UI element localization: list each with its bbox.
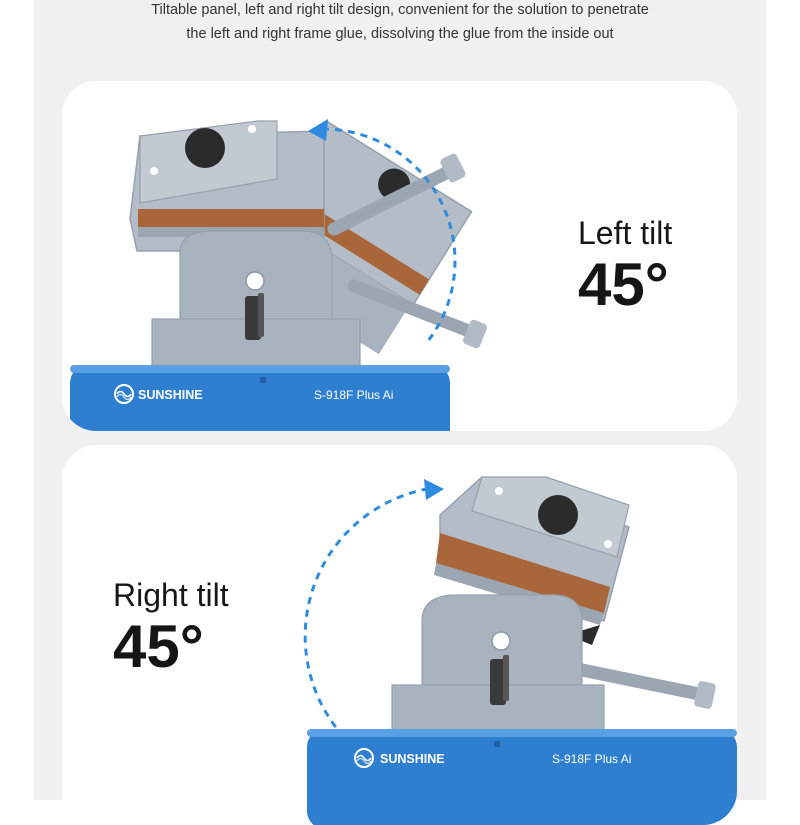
left-tilt-label — [578, 215, 673, 318]
right-tilt-card — [62, 445, 737, 825]
right-tilt-illustration — [62, 445, 737, 825]
left-tilt-card — [62, 81, 737, 431]
intro-line-1: Tiltable panel, left and right tilt design, convenient for the solution to penetrate — [151, 2, 649, 18]
right-tilt-name: Right tilt — [113, 577, 229, 613]
model-label: S-918F Plus Ai — [314, 388, 394, 402]
left-tilt-name: Left tilt — [578, 215, 673, 251]
brand-label: SUNSHINE — [138, 388, 203, 402]
intro-line-2: the left and right frame glue, dissolving the glue from the inside out — [186, 26, 614, 42]
machine-base — [307, 729, 737, 825]
brand-label: SUNSHINE — [380, 752, 445, 766]
upright-body — [392, 595, 604, 735]
right-tilt-degree: 45° — [113, 613, 204, 680]
left-tilt-degree: 45° — [578, 251, 669, 318]
model-label: S-918F Plus Ai — [552, 752, 632, 766]
